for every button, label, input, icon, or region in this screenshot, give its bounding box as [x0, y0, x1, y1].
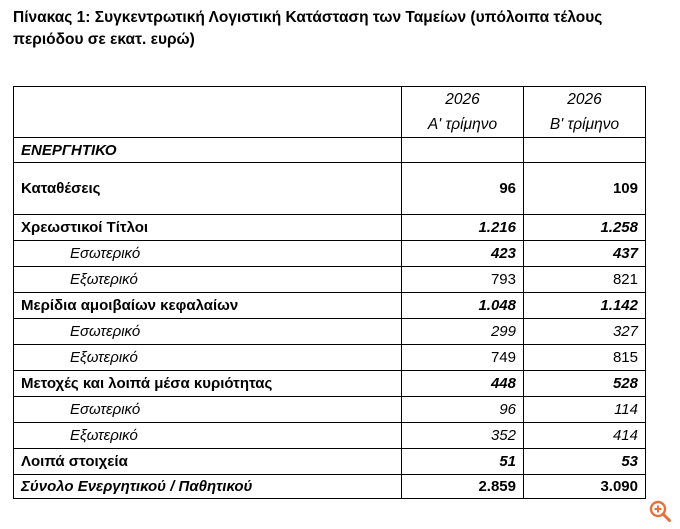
section-label: ΕΝΕΡΓΗΤΙΚΟ: [14, 138, 402, 163]
cell-q2: 109: [524, 163, 646, 215]
cell-q2: 815: [524, 345, 646, 371]
cell-q1: 299: [402, 319, 524, 345]
row-label: Εσωτερικό: [14, 397, 402, 423]
cell-q2: 1.258: [524, 215, 646, 241]
total-q1: 2.859: [402, 475, 524, 499]
cell-q1: 749: [402, 345, 524, 371]
row-label: Μερίδια αμοιβαίων κεφαλαίων: [14, 293, 402, 319]
cell-q1: 51: [402, 449, 524, 475]
total-row: [14, 475, 646, 499]
cell-q2: 414: [524, 423, 646, 449]
row-label: Μετοχές και λοιπά μέσα κυριότητας: [14, 371, 402, 397]
row-label: Εσωτερικό: [14, 241, 402, 267]
row-label: Λοιπά στοιχεία: [14, 449, 402, 475]
header-year: 2026: [567, 91, 602, 108]
cell-q2: 114: [524, 397, 646, 423]
table-row: [14, 293, 646, 319]
row-label: Εξωτερικό: [14, 345, 402, 371]
table-row: [14, 267, 646, 293]
table-header-row: [14, 87, 646, 138]
table-title: Πίνακας 1: Συγκεντρωτική Λογιστική Κατάσταση των Ταμείων (υπόλοιπα τέλους περιόδου σε εκατ. ευρώ): [13, 9, 603, 48]
table-row: [14, 319, 646, 345]
row-label: Καταθέσεις: [14, 163, 402, 215]
header-empty-cell: [14, 87, 402, 138]
cell-q2: 528: [524, 371, 646, 397]
header-period: Α' τρίμηνο: [427, 116, 498, 133]
table-row: [14, 449, 646, 475]
total-q2: 3.090: [524, 475, 646, 499]
cell-q2: 821: [524, 267, 646, 293]
zoom-in-icon[interactable]: [648, 499, 672, 523]
cell-q1: 1.216: [402, 215, 524, 241]
financial-table: [13, 86, 646, 499]
cell-q2: 53: [524, 449, 646, 475]
cell-q1: 793: [402, 267, 524, 293]
cell-q1: 96: [402, 397, 524, 423]
table-row: [14, 163, 646, 215]
cell-q1: 448: [402, 371, 524, 397]
row-label: Χρεωστικοί Τίτλοι: [14, 215, 402, 241]
table-row: [14, 215, 646, 241]
total-label: Σύνολο Ενεργητικού / Παθητικού: [14, 475, 402, 499]
cell-q1: 1.048: [402, 293, 524, 319]
cell-q1: 96: [402, 163, 524, 215]
table-row: [14, 345, 646, 371]
section-row: [14, 138, 646, 163]
table-row: [14, 241, 646, 267]
cell-q2: 327: [524, 319, 646, 345]
header-year: 2026: [445, 91, 480, 108]
header-col-q1: [402, 87, 524, 138]
table-row: [14, 371, 646, 397]
table-row: [14, 423, 646, 449]
row-label: Εξωτερικό: [14, 423, 402, 449]
row-label: Εσωτερικό: [14, 319, 402, 345]
cell-q1: 423: [402, 241, 524, 267]
header-col-q2: [524, 87, 646, 138]
table-row: [14, 397, 646, 423]
cell-q1: 352: [402, 423, 524, 449]
row-label: Εξωτερικό: [14, 267, 402, 293]
cell-q2: 1.142: [524, 293, 646, 319]
cell-q2: 437: [524, 241, 646, 267]
header-period: Β' τρίμηνο: [549, 116, 620, 133]
